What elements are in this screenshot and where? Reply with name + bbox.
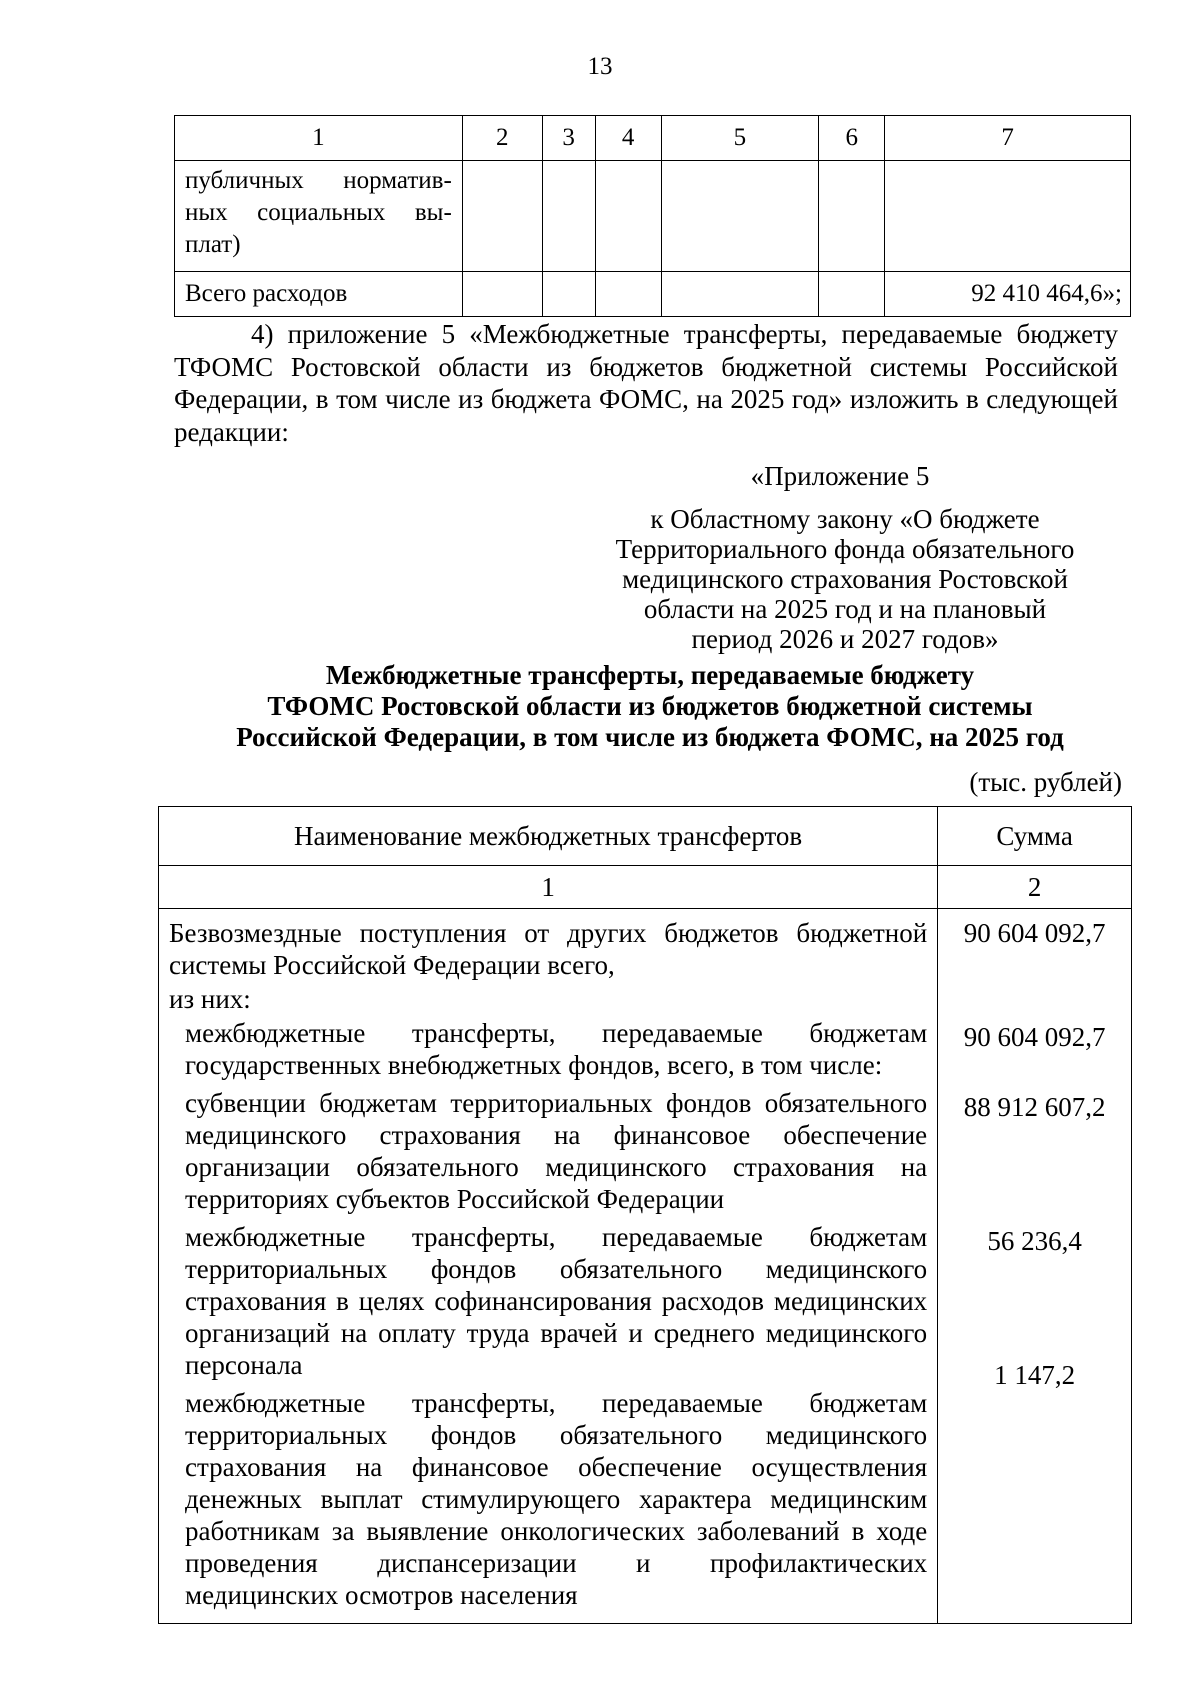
- page-number: 13: [587, 53, 613, 80]
- transfer-names-cell: [159, 909, 938, 1624]
- empty-cell: [819, 272, 885, 317]
- document-title: [150, 660, 1150, 753]
- sum-value: 88 912 607,2: [963, 1092, 1106, 1122]
- list-item: межбюджетные трансферты, передаваемые бюджетам государственных внебюджетных фондов, всего, в том числе:: [185, 1018, 928, 1080]
- column-number: 5: [661, 116, 819, 161]
- transfer-sums-cell: [938, 909, 1132, 1624]
- header-sum: Сумма: [938, 807, 1132, 866]
- total-label: Всего расходов: [175, 272, 463, 317]
- column-number: 4: [595, 116, 661, 161]
- list-item: Безвозмездные поступления от других бюджетов бюджетной системы Российской Федерации всего,: [169, 918, 928, 980]
- row-name-cell: [175, 161, 463, 272]
- column-number: 2: [938, 866, 1132, 909]
- table-header-row: [159, 807, 1132, 866]
- sum-value: 56 236,4: [987, 1226, 1082, 1256]
- empty-cell: [595, 161, 661, 272]
- header-name: Наименование межбюджетных трансфертов: [159, 807, 938, 866]
- column-number: 1: [175, 116, 463, 161]
- empty-cell: [819, 161, 885, 272]
- appendix-reference-line: медицинского страхования Ростовской: [622, 564, 1068, 594]
- list-item: межбюджетные трансферты, передаваемые бюджетам территориальных фондов обязательного медицинского страхования на финансовое обеспечение осуществления денежных выплат стимулирующего характера медицинским работникам за выявление онкологических заболеваний в ходе проведения диспансеризации и профилактических медицинских осмотров населения: [185, 1388, 928, 1610]
- total-row: [175, 272, 1131, 317]
- sum-value: 90 604 092,7: [963, 918, 1106, 948]
- list-item: межбюджетные трансферты, передаваемые бюджетам территориальных фондов обязательного медицинского страхования в целях софинансирования расходов медицинских организаций на оплату труда врачей и среднего медицинского персонала: [185, 1222, 928, 1380]
- table-header-row: [175, 116, 1131, 161]
- empty-cell: [885, 161, 1131, 272]
- column-number: 6: [819, 116, 885, 161]
- column-number-row: [159, 866, 1132, 909]
- empty-cell: [661, 272, 819, 317]
- title-line: ТФОМС Ростовской области из бюджетов бюджетной системы: [267, 691, 1033, 721]
- row-name-line: публичных норматив-: [185, 167, 452, 194]
- title-line: Российской Федерации, в том числе из бюджета ФОМС, на 2025 год: [236, 722, 1064, 752]
- total-value: 92 410 464,6»;: [885, 272, 1131, 317]
- expenses-table-continuation: [174, 115, 1131, 317]
- title-line: Межбюджетные трансферты, передаваемые бюджету: [325, 660, 975, 690]
- table-row: [175, 161, 1131, 272]
- empty-cell: [595, 272, 661, 317]
- appendix-reference-line: период 2026 и 2027 годов»: [691, 624, 999, 654]
- row-name-line: ных социальных вы-: [185, 199, 452, 226]
- appendix-reference: [590, 504, 1100, 654]
- amendment-paragraph: 4) приложение 5 «Межбюджетные трансферты, передаваемые бюджету ТФОМС Ростовской области из бюджетов бюджетной системы Российской Федерации, в том числе из бюджета ФОМС, на 2025 год» изложить в следующей редакции:: [174, 319, 1118, 447]
- appendix-reference-line: области на 2025 год и на плановый: [643, 594, 1047, 624]
- empty-cell: [661, 161, 819, 272]
- transfers-table: [158, 806, 1132, 1624]
- empty-cell: [542, 272, 595, 317]
- column-number: 1: [159, 866, 938, 909]
- appendix-reference-line: к Областному закону «О бюджете: [650, 504, 1040, 534]
- table-row: [159, 909, 1132, 1624]
- column-number: 2: [462, 116, 542, 161]
- appendix-label: «Приложение 5: [750, 461, 930, 491]
- list-item: субвенции бюджетам территориальных фондов обязательного медицинского страхования на финансовое обеспечение организации обязательного медицинского страхования на территориях субъектов Российской Федерации: [185, 1088, 928, 1214]
- empty-cell: [462, 272, 542, 317]
- sum-value: 90 604 092,7: [963, 1022, 1106, 1052]
- empty-cell: [542, 161, 595, 272]
- appendix-reference-line: Территориального фонда обязательного: [615, 534, 1075, 564]
- unit-label: (тыс. рублей): [969, 767, 1122, 797]
- sum-value: 1 147,2: [994, 1360, 1076, 1390]
- column-number: 3: [542, 116, 595, 161]
- row-name-line: плат): [185, 231, 241, 258]
- column-number: 7: [885, 116, 1131, 161]
- empty-cell: [462, 161, 542, 272]
- list-item: из них:: [169, 984, 251, 1014]
